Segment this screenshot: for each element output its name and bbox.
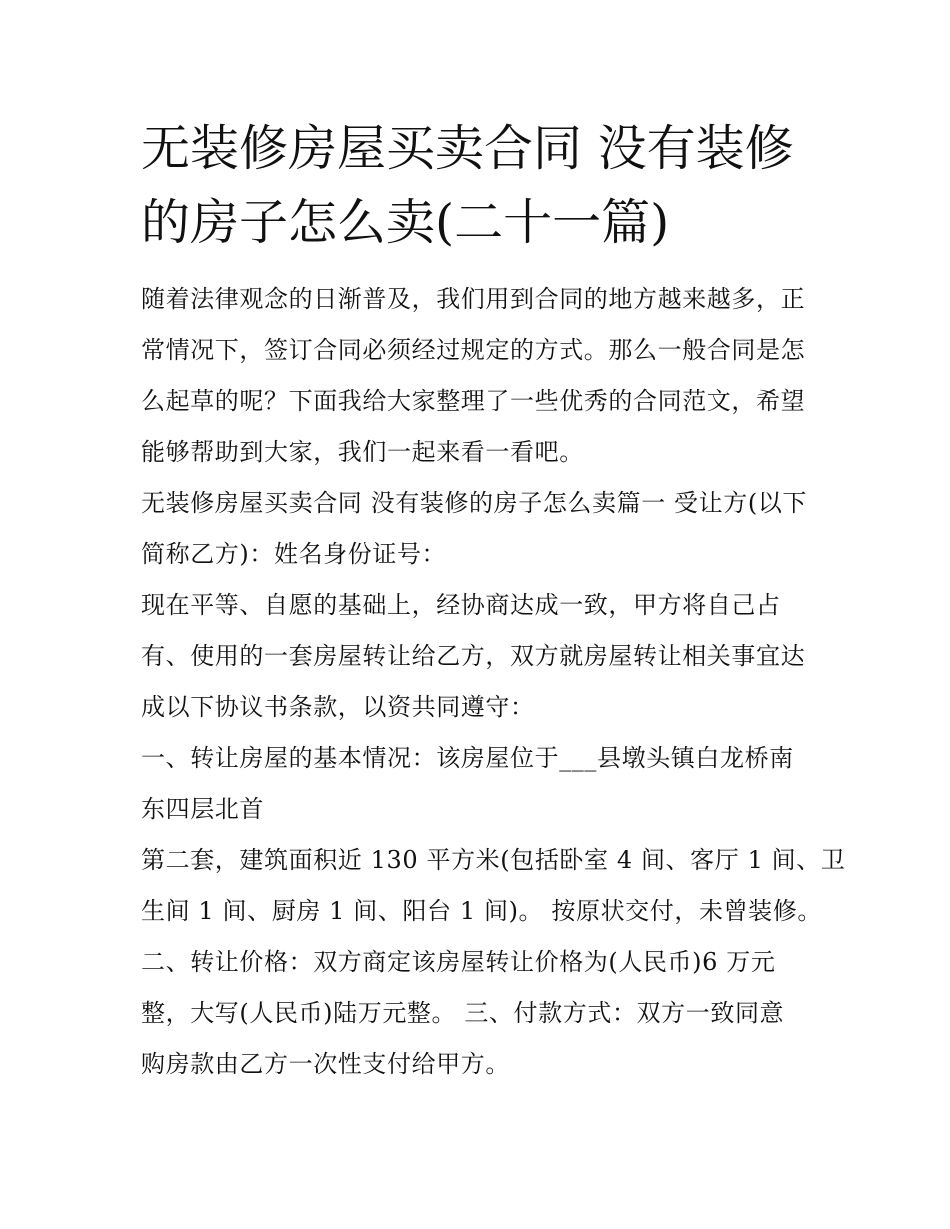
document-title	[141, 112, 821, 260]
body-line: 常情况下，签订合同必须经过规定的方式。那么一般合同是怎	[141, 336, 806, 364]
body-line: 第二套，建筑面积近 130 平方米(包括卧室 4 间、客厅 1 间、卫	[141, 846, 846, 874]
body-line: 能够帮助到大家，我们一起来看一看吧。	[141, 438, 584, 466]
body-line: 二、转让价格：双方商定该房屋转让价格为(人民币)6 万元	[141, 948, 776, 976]
body-line: 成以下协议书条款，以资共同遵守：	[141, 693, 535, 721]
body-line: 么起草的呢？下面我给大家整理了一些优秀的合同范文，希望	[141, 387, 806, 415]
body-line: 有、使用的一套房屋转让给乙方，双方就房屋转让相关事宜达	[141, 642, 806, 670]
document-body	[141, 274, 846, 1090]
title-line: 无装修房屋买卖合同 没有装修	[141, 120, 794, 177]
body-line: 无装修房屋买卖合同 没有装修的房子怎么卖篇一 受让方(以下	[141, 489, 808, 517]
title-line: 的房子怎么卖(二十一篇)	[141, 194, 670, 251]
body-line: 一、转让房屋的基本情况：该房屋位于___县墩头镇白龙桥南	[141, 744, 794, 772]
body-line: 随着法律观念的日渐普及，我们用到合同的地方越来越多，正	[141, 285, 806, 313]
body-line: 简称乙方)：姓名身份证号：	[141, 540, 447, 568]
body-line: 东四层北首	[141, 795, 264, 823]
body-line: 购房款由乙方一次性支付给甲方。	[141, 1050, 510, 1078]
body-line: 生间 1 间、厨房 1 间、阳台 1 间)。 按原状交付，未曾装修。	[141, 897, 822, 925]
body-line: 现在平等、自愿的基础上，经协商达成一致，甲方将自己占	[141, 591, 781, 619]
body-line: 整，大写(人民币)陆万元整。 三、付款方式：双方一致同意	[141, 999, 785, 1027]
